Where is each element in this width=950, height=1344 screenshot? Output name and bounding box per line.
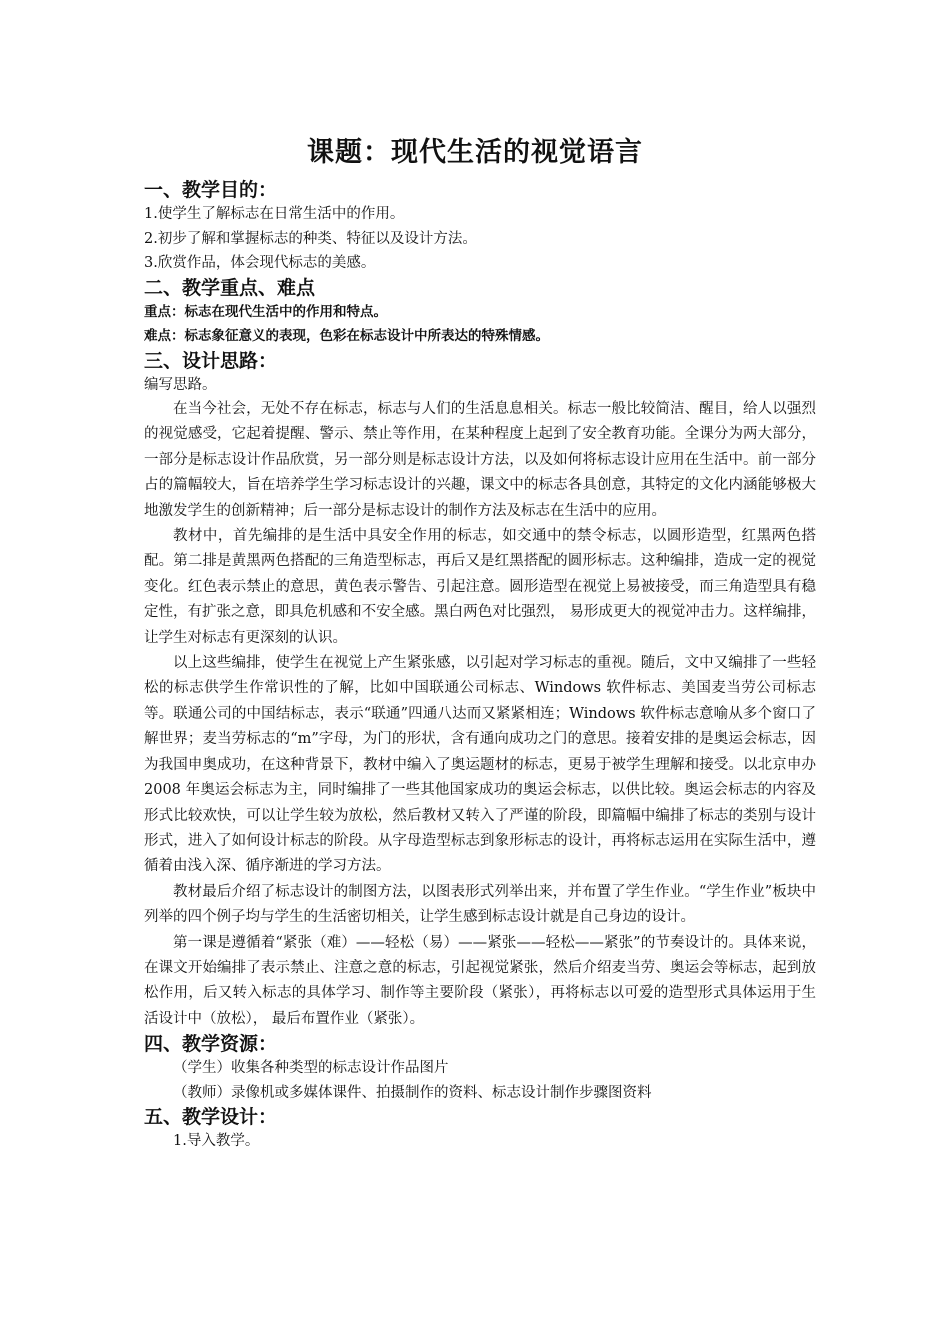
key-point: 重点：标志在现代生活中的作用和特点。 <box>144 303 387 320</box>
design-paragraph: 第一课是遵循着“紧张（难）——轻松（易）——紧张——轻松——紧张”的节奏设计的。具体来说，在课文开始编排了表示禁止、注意之意的标志，引起视觉紧张，然后介绍麦当劳、奥运会等标志，起到放松作用，后又转入标志的具体学习、制作等主要阶段（紧张），再将标志以可爱的造型形式具体运用于生活设计中（放松）， 最后布置作业（紧张）。 <box>144 934 816 1027</box>
objective-item: 3.欣赏作品，体会现代标志的美感。 <box>144 255 376 271</box>
difficult-point: 难点：标志象征意义的表现，色彩在标志设计中所表达的特殊情感。 <box>144 328 549 344</box>
document-body <box>144 178 816 1154</box>
section-heading-key-points: 二、教学重点、难点 <box>144 276 316 299</box>
section-heading-design-ideas: 三、设计思路： <box>144 349 278 372</box>
section-heading-objectives: 一、教学目的： <box>144 179 278 201</box>
resource-item: （学生）收集各种类型的标志设计作品图片 <box>173 1060 449 1077</box>
section-heading-teaching-design: 五、教学设计： <box>144 1106 278 1129</box>
design-paragraph: 教材最后介绍了标志设计的制图方法，以图表形式列举出来，并布置了学生作业。“学生作业”板块中列举的四个例子均与学生的生活密切相关，让学生感到标志设计就是自己身边的设计。 <box>144 883 816 926</box>
design-paragraph: 教材中，首先编排的是生活中具安全作用的标志，如交通中的禁令标志，以圆形造型，红黑两色搭配。第二排是黄黑两色搭配的三角造型标志，再后又是红黑搭配的圆形标志。这种编排，造成一定的视觉变化。红色表示禁止的意思，黄色表示警告、引起注意。圆形造型在视觉上易被接受，而三角造型具有稳定性，有扩张之意，即具危机感和不安全感。黑白两色对比强烈， 易形成更大的视觉冲击力。这样编排，让学生对标志有更深刻的认识。 <box>144 528 816 646</box>
objective-item: 2.初步了解和掌握标志的种类、特征以及设计方法。 <box>144 230 477 247</box>
resource-item: （教师）录像机或多媒体课件、拍摄制作的资料、标志设计制作步骤图资料 <box>173 1084 652 1101</box>
design-paragraph: 以上这些编排，使学生在视觉上产生紧张感，以引起对学习标志的重视。随后，文中又编排了一些轻松的标志供学生作常识性的了解，比如中国联通公司标志、Windows 软件标志、美国麦当劳公司标志等。联通公司的中国结标志，表示“联通”四通八达而又紧紧相连；Windows 软件标志意喻从多个窗口了解世界；麦当劳标志的“m”字母，为门的形状，含有通向成功之门的意思。接着安排的是奥运会标志，因为我国申奥成功，在这种背景下，教材中编入了奥运题材的标志，更易于被学生理解和接受。以北京申办 2008 年奥运会标志为主，同时编排了一些其他国家成功的奥运会标志，以供比较。奥运会标志的内容及形式比较欢快，可以让学生较为放松，然后教材又转入了严谨的阶段，即篇幅中编排了标志的类别与设计形式，进入了如何设计标志的阶段。从字母造型标志到象形标志的设计，再将标志运用在实际生活中，遵循着由浅入深、循序渐进的学习方法。 <box>144 655 816 875</box>
teaching-design-item: 1.导入教学。 <box>173 1133 260 1150</box>
objective-item: 1.使学生了解标志在日常生活中的作用。 <box>144 206 405 222</box>
design-paragraph: 在当今社会，无处不存在标志，标志与人们的生活息息相关。标志一般比较简洁、醒目，给人以强烈的视觉感受，它起着提醒、警示、禁止等作用，在某种程度上起到了安全教育功能。全课分为两大部分，一部分是标志设计作品欣赏，另一部分则是标志设计方法，以及如何将标志设计应用在生活中。前一部分占的篇幅较大，旨在培养学生学习标志设计的兴趣，课文中的标志各具创意，其特定的文化内涵能够极大地激发学生的创新精神；后一部分是标志设计的制作方法及标志在生活中的应用。 <box>144 401 816 519</box>
document-title: 课题：现代生活的视觉语言 <box>307 137 643 168</box>
design-intro: 编写思路。 <box>144 376 217 393</box>
section-heading-resources: 四、教学资源： <box>144 1033 278 1056</box>
